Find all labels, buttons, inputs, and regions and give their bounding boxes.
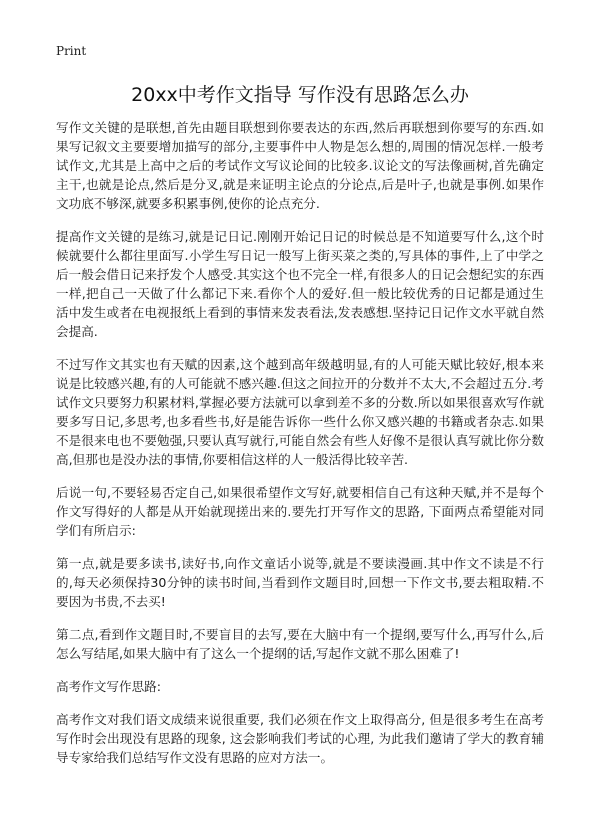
article-body xyxy=(56,118,544,781)
paragraph: 第一点,就是要多读书,读好书,向作文童话小说等,就是不要读漫画.其中作文不读是不行的,每天必须保持30分钟的读书时间,当看到作文题目时,回想一下作文书,要去粗取精.不要因为书贵,不去买! xyxy=(56,556,544,609)
paragraph: 写作文关键的是联想,首先由题目联想到你要表达的东西,然后再联想到你要写的东西.如果写记叙文主要要增加描写的部分,主要事件中人物是怎么想的,周围的情况怎样.一般考试作文,尤其是上高中之后的考试作文写议论间的比较多.议论文的写法像画树,首先确定主干,也就是论点,然后是分叉,就是来证明主论点的分论点,后是叶子,也就是事例.如果作文功底不够深,就要多积累事例,使你的论点充分. xyxy=(56,120,544,211)
section-heading: 高考作文写作思路: xyxy=(56,679,161,694)
paragraph: 后说一句,不要轻易否定自己,如果很希望作文写好,就要相信自己有这种天赋,并不是每个作文写得好的人都是从开始就现搓出来的.要先打开写作文的思路, 下面两点希望能对同学们有所启示: xyxy=(56,485,544,538)
paragraph: 高考作文对我们语文成绩来说很重要, 我们必须在作文上取得高分, 但是很多考生在高考写作时会出现没有思路的现象, 这会影响我们考试的心理, 为此我们邀请了学大的教育辅导专家给我们总结写作文没有思路的应对方法一。 xyxy=(56,712,544,765)
paragraph: 不过写作文其实也有天赋的因素,这个越到高年级越明显,有的人可能天赋比较好,根本来说是比较感兴趣,有的人可能就不感兴趣.但这之间拉开的分数并不太大,不会超过五分.考试作文只要努力积累材料,掌握必要方法就可以拿到差不多的分数.所以如果很喜欢写作就要多写日记,多思考,也多看些书,好是能告诉你一些什么你又感兴趣的书籍或者杂志.如果不是很来电也不要勉强,只要认真写就行,可能自然会有些人好像不是很认真写就比你分数高,但那也是没办法的事情,你要相信这样的人一般活得比较辛苦. xyxy=(56,357,544,467)
paragraph: 第二点,看到作文题目时,不要盲目的去写,要在大脑中有一个提纲,要写什么,再写什么,后怎么写结尾,如果大脑中有了这么一个提纲的话,写起作文就不那么困难了! xyxy=(56,627,544,661)
paragraph: 提高作文关键的是练习,就是记日记.刚刚开始记日记的时候总是不知道要写什么,这个时候就要什么都往里面写.小学生写日记一般写上街买菜之类的,写具体的事件,上了中学之后一般会借日记来抒发个人感受.其实这个也不完全一样,有很多人的日记会想纪实的东西一样,把自己一天做了什么都记下来.看你个人的爱好.但一般比较优秀的日记都是通过生活中发生或者在电视报纸上看到的事情来发表看法,发表感想.坚持记日记作文水平就自然会提高. xyxy=(56,229,544,339)
document-title: 20xx中考作文指导 写作没有思路怎么办 xyxy=(131,84,469,106)
print-link[interactable]: Print xyxy=(56,44,87,58)
